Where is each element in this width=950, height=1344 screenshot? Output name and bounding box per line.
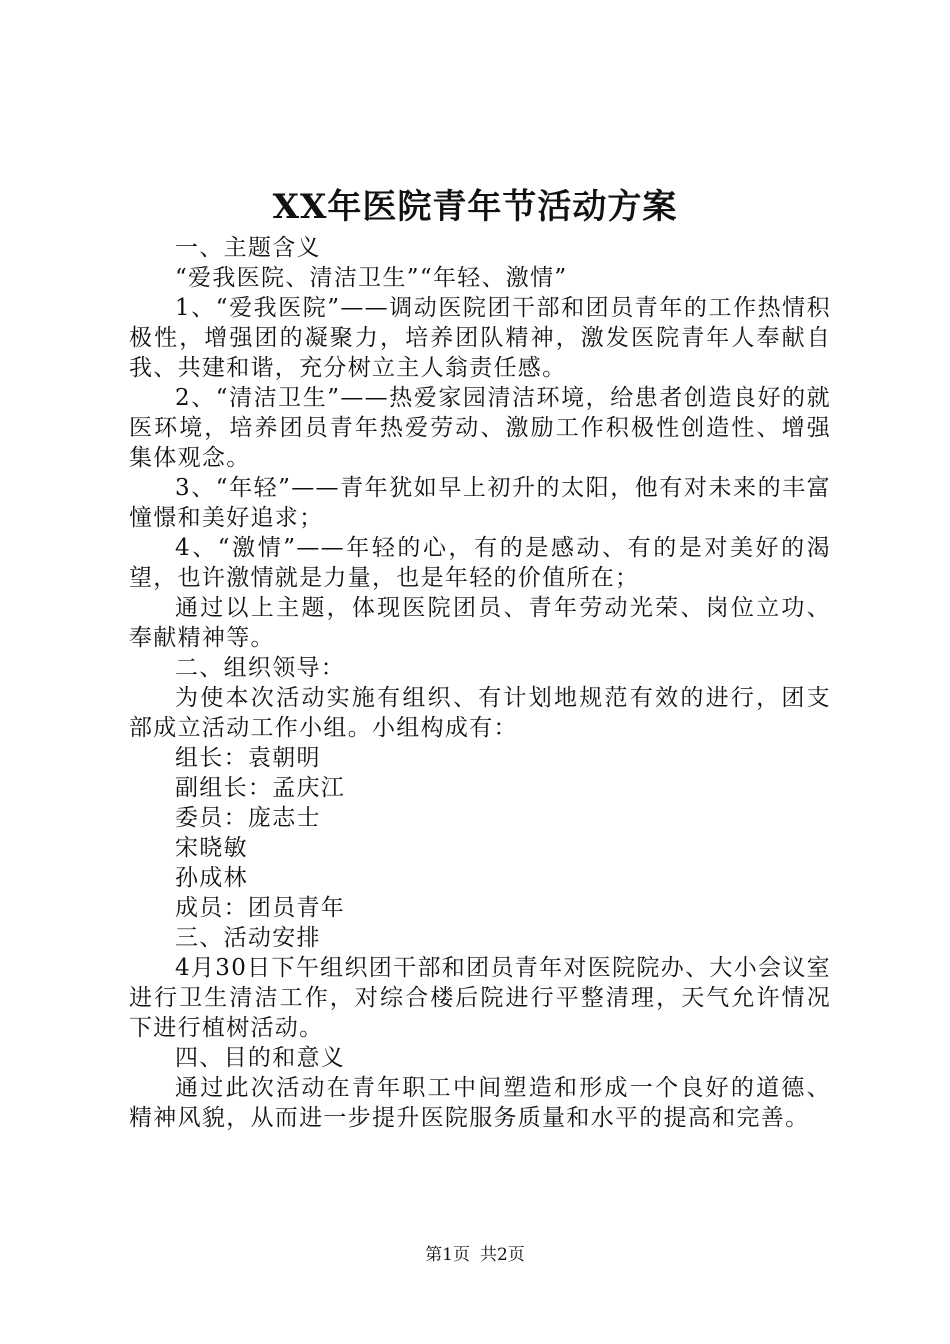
theme-item-1: 1、“爱我医院”——调动医院团干部和团员青年的工作热情积极性，增强团的凝聚力，培养团队精神，激发医院青年人奉献自我、共建和谐，充分树立主人翁责任感。 [129,295,831,381]
page-number: 第1页 [425,1245,470,1265]
theme-item-4: 4、“激情”——年轻的心，有的是感动、有的是对美好的渴望，也许激情就是力量，也是年轻的价值所在； [129,535,831,591]
group-members: 成员：团员青年 [175,895,346,921]
theme-summary: 通过以上主题，体现医院团员、青年劳动光荣、岗位立功、奉献精神等。 [129,595,831,651]
section-heading-purpose: 四、目的和意义 [175,1045,346,1071]
document-title: XX年医院青年节活动方案 [272,187,678,227]
committee-member: 委员：庞志士 [175,805,321,831]
purpose-detail: 通过此次活动在青年职工中间塑造和形成一个良好的道德、精神风貌，从而进一步提升医院服务质量和水平的提高和完善。 [129,1075,831,1131]
section-heading-schedule: 三、活动安排 [175,925,321,951]
schedule-detail: 4月30日下午组织团干部和团员青年对医院院办、大小会议室进行卫生清洁工作，对综合楼后院进行平整清理，天气允许情况下进行植树活动。 [129,955,831,1041]
document-body [129,233,831,1133]
page-total: 共2页 [480,1245,525,1265]
organization-intro: 为使本次活动实施有组织、有计划地规范有效的进行，团支部成立活动工作小组。小组构成有： [129,685,831,741]
theme-item-3: 3、“年轻”——青年犹如早上初升的太阳，他有对未来的丰富憧憬和美好追求； [129,475,831,531]
committee-member-3: 孙成林 [175,865,248,891]
group-leader: 组长：袁朝明 [175,745,321,771]
section-heading-organization: 二、组织领导： [175,655,346,681]
section-heading-theme: 一、主题含义 [175,235,321,261]
theme-slogan: “爱我医院、清洁卫生”“年轻、激情” [175,265,568,291]
committee-member-2: 宋晓敏 [175,835,248,861]
page-footer [0,1243,950,1267]
theme-item-2: 2、“清洁卫生”——热爱家园清洁环境，给患者创造良好的就医环境，培养团员青年热爱劳动、激励工作积极性创造性、增强集体观念。 [129,385,831,471]
deputy-leader: 副组长：孟庆江 [175,775,346,801]
